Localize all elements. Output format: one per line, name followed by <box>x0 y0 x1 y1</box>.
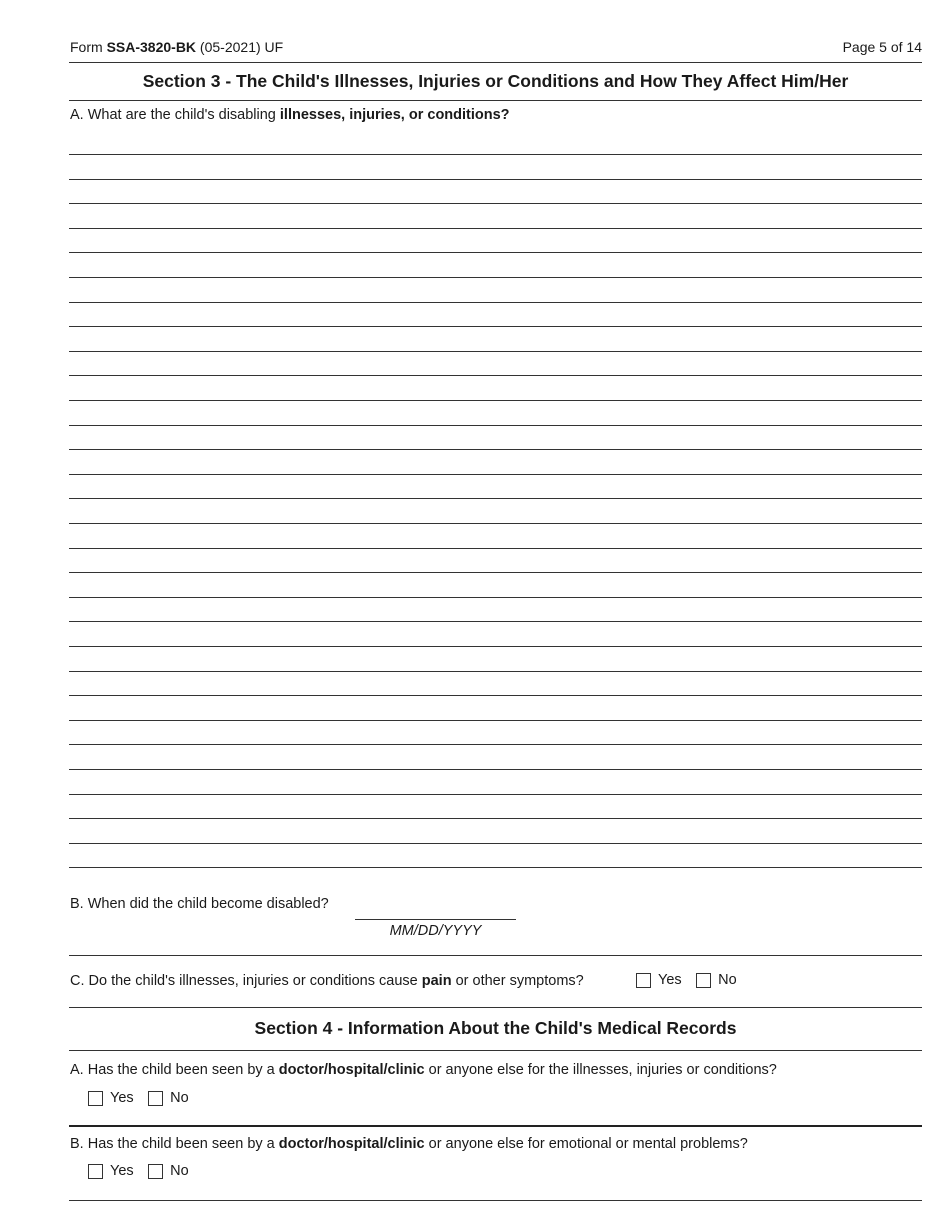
section-3-title: Section 3 - The Child's Illnesses, Injuries or Conditions and How They Affect Him/Her <box>142 71 849 91</box>
section-4-title: Section 4 - Information About the Child's Medical Records <box>254 1018 737 1038</box>
section-3-question-c <box>70 972 584 990</box>
divider <box>69 62 922 63</box>
mental-no-option[interactable] <box>148 1163 189 1179</box>
pain-yes-checkbox[interactable] <box>636 973 651 988</box>
medical-options <box>88 1090 189 1111</box>
divider <box>69 955 922 956</box>
mental-yes-option[interactable] <box>88 1163 134 1179</box>
pain-options <box>636 972 737 993</box>
form-number: SSA-3820-BK <box>106 39 197 55</box>
question-emphasis: pain <box>421 973 452 989</box>
question-text: A. Has the child been seen by a <box>70 1062 279 1078</box>
option-label: No <box>170 1090 189 1106</box>
divider <box>69 100 922 101</box>
pain-yes-option[interactable] <box>636 972 682 988</box>
date-format-hint: MM/DD/YYYY <box>389 923 482 939</box>
question-text: or anyone else for the illnesses, injuries or conditions? <box>424 1062 777 1078</box>
conditions-answer-field[interactable] <box>69 125 922 883</box>
section-4-question-a <box>70 1061 777 1079</box>
mental-yes-checkbox[interactable] <box>88 1164 103 1179</box>
question-emphasis: doctor/hospital/clinic <box>278 1062 425 1078</box>
option-label: No <box>718 972 737 988</box>
form-prefix: Form <box>70 39 107 55</box>
divider <box>69 1050 922 1051</box>
divider <box>69 1125 922 1127</box>
section-3-question-b: B. When did the child become disabled? <box>70 896 329 912</box>
pain-no-checkbox[interactable] <box>696 973 711 988</box>
medical-yes-checkbox[interactable] <box>88 1091 103 1106</box>
form-edition: (05-2021) UF <box>196 39 284 55</box>
divider <box>69 1200 922 1201</box>
question-text: or other symptoms? <box>451 973 584 989</box>
disability-date-input[interactable] <box>355 893 520 919</box>
question-text: B. Has the child been seen by a <box>70 1136 279 1152</box>
question-text: C. Do the child's illnesses, injuries or conditions cause <box>70 973 422 989</box>
question-text: or anyone else for emotional or mental problems? <box>424 1136 748 1152</box>
date-underline <box>355 919 516 920</box>
option-label: Yes <box>110 1090 134 1106</box>
question-emphasis: doctor/hospital/clinic <box>278 1136 425 1152</box>
divider <box>69 1007 922 1008</box>
question-text: A. What are the child's disabling <box>70 107 280 123</box>
option-label: Yes <box>110 1163 134 1179</box>
medical-no-checkbox[interactable] <box>148 1091 163 1106</box>
medical-no-option[interactable] <box>148 1090 189 1106</box>
page-number: Page 5 of 14 <box>842 39 922 55</box>
mental-no-checkbox[interactable] <box>148 1164 163 1179</box>
section-4-question-b <box>70 1135 748 1153</box>
medical-yes-option[interactable] <box>88 1090 134 1106</box>
question-emphasis: illnesses, injuries, or conditions? <box>279 107 510 123</box>
form-id <box>70 38 283 56</box>
section-3-question-a <box>70 106 510 124</box>
option-label: Yes <box>658 972 682 988</box>
mental-options <box>88 1163 189 1184</box>
option-label: No <box>170 1163 189 1179</box>
pain-no-option[interactable] <box>696 972 737 988</box>
